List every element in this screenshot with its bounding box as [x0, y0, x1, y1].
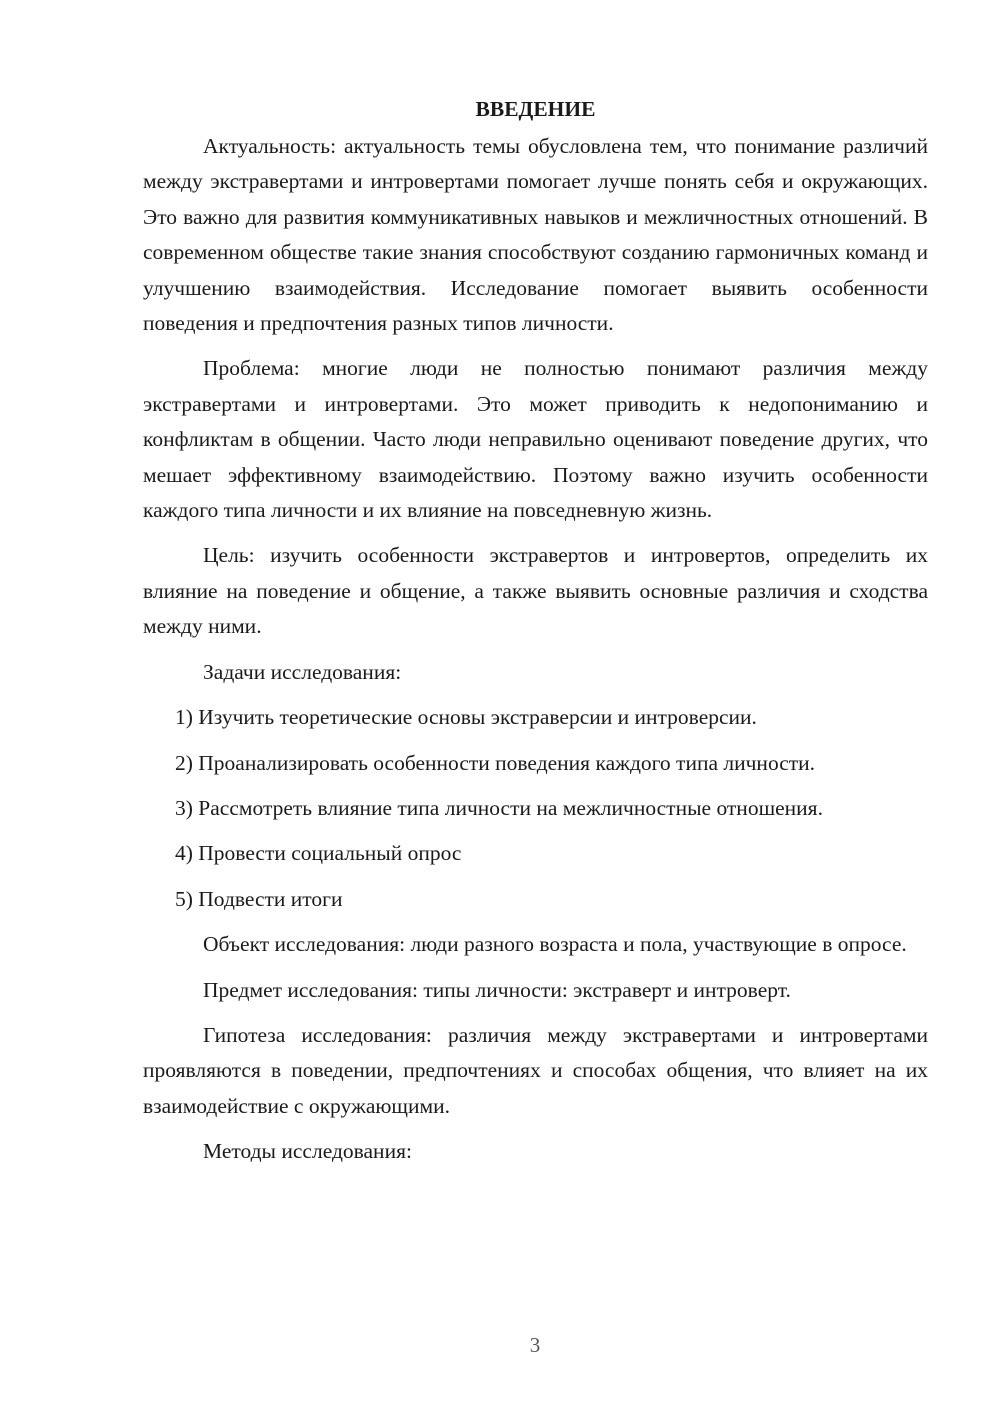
paragraph-subject: Предмет исследования: типы личности: экстраверт и интроверт. [203, 977, 791, 1002]
page-heading: ВВЕДЕНИЕ [475, 97, 596, 121]
task-item: 2) Проанализировать особенности поведения каждого типа личности. [175, 750, 816, 775]
methods-label: Методы исследования: [203, 1139, 412, 1164]
task-item: 3) Рассмотреть влияние типа личности на межличностные отношения. [175, 795, 823, 820]
paragraph-relevance: Актуальность: актуальность темы обусловлена тем, что понимание различий между экстравертами и интровертами помогает лучше понять себя и окружающих. Это важно для развития коммуникативных навыков и межличностных отношений. В современном обществе такие знания способствуют созданию гармоничных команд и улучшению взаимодействия. Исследование помогает выявить особенности поведения и предпочтения разных типов личности. [143, 134, 928, 336]
task-item: 4) Провести социальный опрос [175, 841, 462, 866]
paragraph-problem: Проблема: многие люди не полностью понимают различия между экстравертами и интровертами. Это может приводить к недопониманию и конфликтам в общении. Часто люди неправильно оценивают поведение других, что мешает эффективному взаимодействию. Поэтому важно изучить особенности каждого типа личности и их влияние на повседневную жизнь. [143, 356, 928, 523]
paragraph-hypothesis: Гипотеза исследования: различия между экстравертами и интровертами проявляются в поведении, предпочтениях и способах общения, что влияет на их взаимодействие с окружающими. [143, 1022, 928, 1118]
page-content [143, 92, 928, 1180]
task-item: 5) Подвести итоги [175, 886, 343, 911]
page-number: 3 [529, 1333, 541, 1357]
task-item: 1) Изучить теоретические основы экстраверсии и интроверсии. [175, 705, 757, 730]
paragraph-object: Объект исследования: люди разного возраста и пола, участвующие в опросе. [203, 932, 907, 957]
paragraph-goal: Цель: изучить особенности экстравертов и интровертов, определить их влияние на поведение и общение, а также выявить основные различия и сходства между ними. [143, 543, 928, 639]
tasks-label: Задачи исследования: [203, 659, 402, 684]
tasks-list [143, 700, 928, 917]
